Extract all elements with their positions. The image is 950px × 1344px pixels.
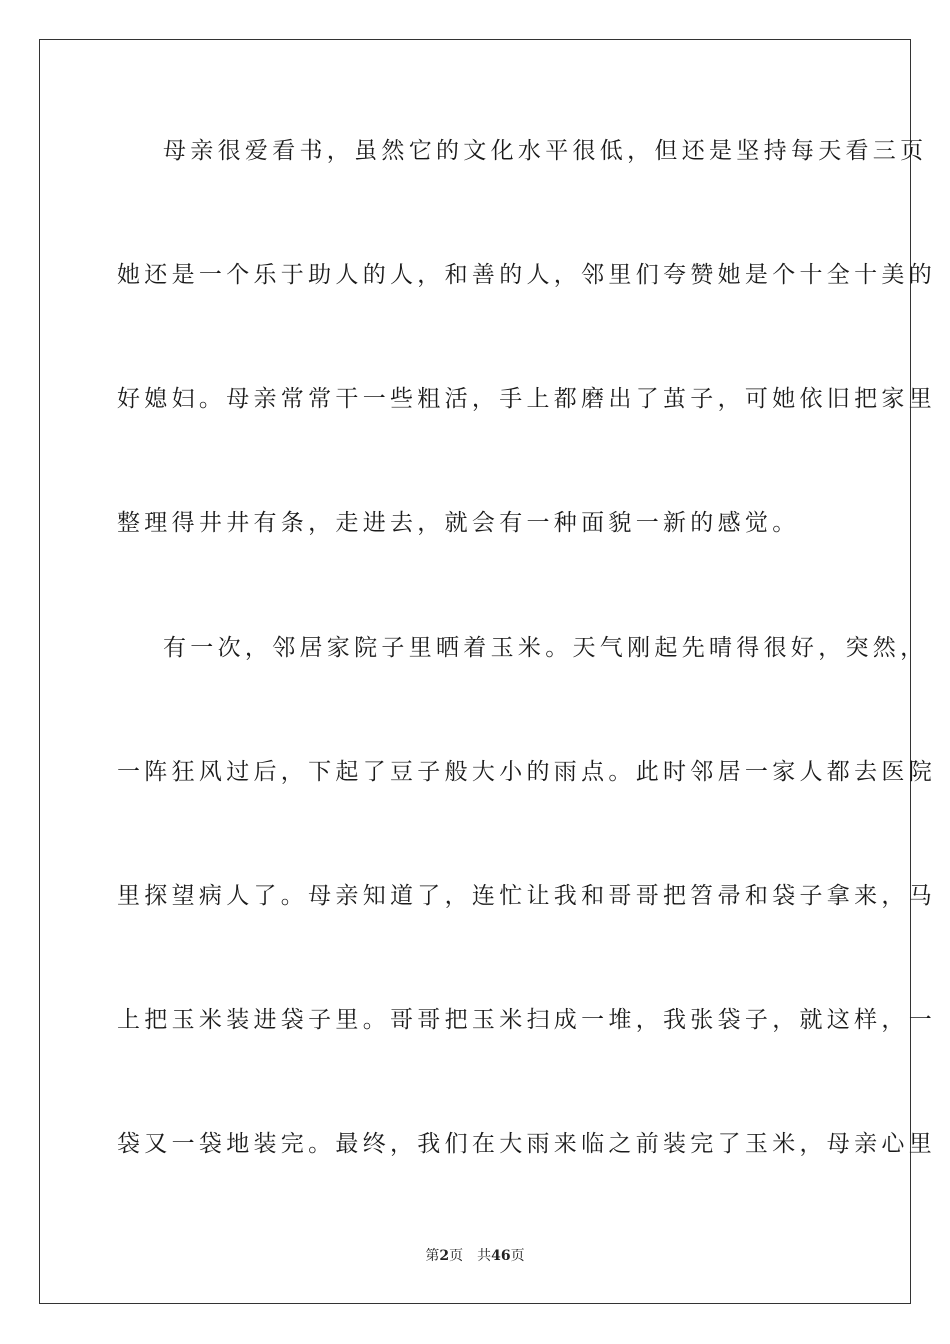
paragraph-line: 一阵狂风过后，下起了豆子般大小的雨点。此时邻居一家人都去医院 [117, 759, 936, 785]
paragraph-line: 母亲很爱看书，虽然它的文化水平很低，但还是坚持每天看三页 [163, 138, 928, 164]
total-prefix: 共 [477, 1248, 492, 1264]
paragraph-line: 里探望病人了。母亲知道了，连忙让我和哥哥把笤帚和袋子拿来，马 [117, 883, 936, 909]
page-border [39, 39, 936, 1304]
page-suffix: 页 [449, 1248, 464, 1264]
total-suffix: 页 [510, 1248, 525, 1264]
total-pages: 46 [491, 1248, 511, 1264]
paragraph-line: 有一次，邻居家院子里晒着玉米。天气刚起先晴得很好，突然， [163, 635, 928, 661]
page-prefix: 第 [425, 1248, 440, 1264]
paragraph-line: 她还是一个乐于助人的人，和善的人，邻里们夸赞她是个十全十美的 [117, 262, 936, 288]
page-footer [0, 1246, 950, 1266]
paragraph-line: 袋又一袋地装完。最终，我们在大雨来临之前装完了玉米，母亲心里 [117, 1131, 936, 1157]
page-number: 2 [439, 1248, 450, 1264]
paragraph-line: 上把玉米装进袋子里。哥哥把玉米扫成一堆，我张袋子，就这样，一 [117, 1007, 936, 1033]
paragraph-line: 好媳妇。母亲常常干一些粗活，手上都磨出了茧子，可她依旧把家里 [117, 386, 936, 412]
paragraph-line: 整理得井井有条，走进去，就会有一种面貌一新的感觉。 [117, 510, 800, 536]
